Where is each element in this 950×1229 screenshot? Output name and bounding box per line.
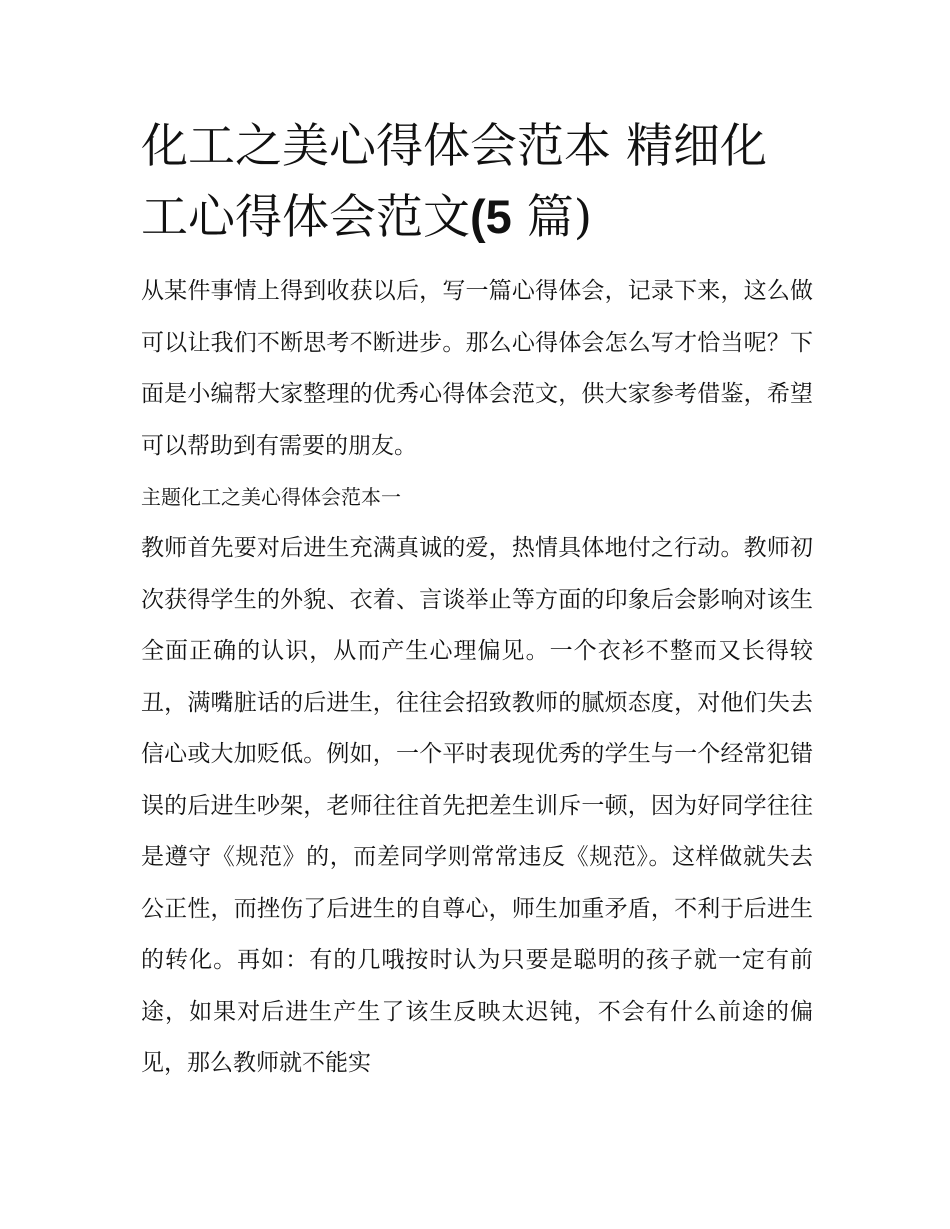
body-paragraph: 教师首先要对后进生充满真诚的爱，热情具体地付之行动。教师初次获得学生的外貌、衣着、言谈举止等方面的印象后会影响对该生全面正确的认识，从而产生心理偏见。一个衣衫不整而又长得较丑，满嘴脏话的后进生，往往会招致教师的腻烦态度，对他们失去信心或大加贬低。例如，一个平时表现优秀的学生与一个经常犯错误的后进生吵架，老师往往首先把差生训斥一顿，因为好同学往往是遵守《规范》的，而差同学则常常违反《规范》。这样做就失去公正性，而挫伤了后进生的自尊心，师生加重矛盾，不利于后进生的转化。再如：有的几哦按时认为只要是聪明的孩子就一定有前途，如果对后进生产生了该生反映太迟钝，不会有什么前途的偏见，那么教师就不能实	[141, 535, 813, 1076]
title-text: 化工之美心得体会范本 精细化工心得体会范文	[141, 119, 767, 245]
document-title	[141, 112, 813, 253]
title-count: (5	[470, 190, 512, 243]
intro-paragraph: 从某件事情上得到收获以后，写一篇心得体会，记录下来，这么做可以让我们不断思考不断进步。那么心得体会怎么写才恰当呢？下面是小编帮大家整理的优秀心得体会范文，供大家参考借鉴，希望可以帮助到有需要的朋友。	[141, 278, 813, 459]
document-content	[141, 112, 813, 1090]
section-heading: 主题化工之美心得体会范本一	[141, 485, 401, 509]
title-suffix: 篇)	[511, 190, 593, 245]
